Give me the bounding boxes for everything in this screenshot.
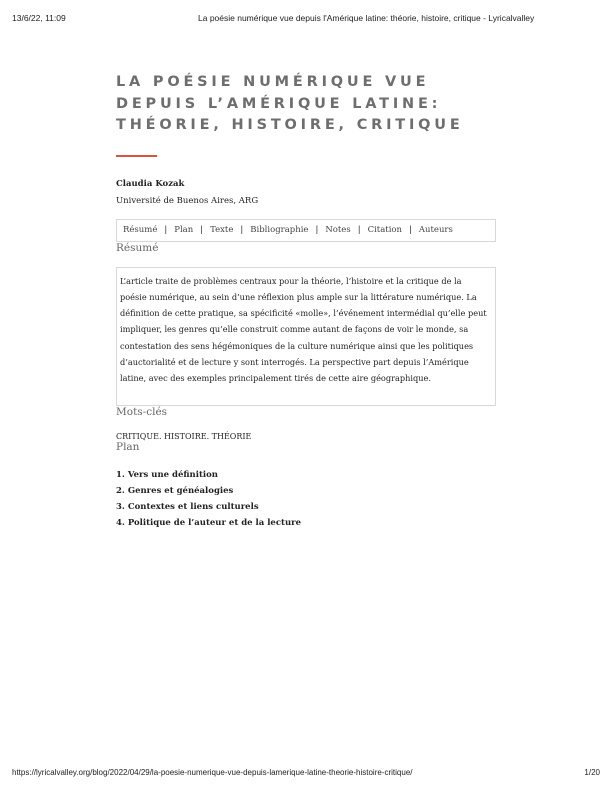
nav-separator: |: [240, 225, 244, 235]
plan-item[interactable]: 1. Vers une définition: [116, 469, 218, 480]
abstract-text: L’article traite de problèmes centraux pour la théorie, l’histoire et la critique de la poésie numérique, au sein d’une réflexion plus ample sur la littérature numérique. La définition de cette pratique, sa spécificité «molle», l’événement intermédial qu’elle peut impliquer, les genres qu’elle construit comme autant de façons de voir le monde, sa contestation des sens hégémoniques de la culture numérique ainsi que les politiques d’auctorialité et de lecture y sont interrogés. La perspective part depuis l’Amérique latine, avec des exemples principalement tirés de cette aire géographique.: [116, 267, 496, 406]
article-title: LA POÉSIE NUMÉRIQUE VUE DEPUIS L’AMÉRIQUE LATINE: THÉORIE, HISTOIRE, CRITIQUE: [116, 74, 464, 133]
print-url: https://lyricalvalley.org/blog/2022/04/29/la-poesie-numerique-vue-depuis-lamerique-latine-theorie-histoire-critique/: [12, 768, 413, 777]
author-affiliation: Université de Buenos Aires, ARG: [116, 195, 259, 206]
plan-heading: Plan: [116, 440, 140, 453]
nav-link-auteurs[interactable]: Auteurs: [418, 225, 453, 235]
plan-item[interactable]: 4. Politique de l’auteur et de la lecture: [116, 517, 302, 528]
plan-item[interactable]: 2. Genres et généalogies: [116, 485, 234, 496]
nav-link-texte[interactable]: Texte: [210, 225, 234, 235]
nav-separator: |: [200, 225, 204, 235]
nav-separator: |: [315, 225, 319, 235]
plan-item[interactable]: 3. Contextes et liens culturels: [116, 501, 259, 512]
nav-link-resume[interactable]: Résumé: [123, 225, 158, 235]
nav-separator: |: [164, 225, 168, 235]
keywords-list: CRITIQUE. HISTOIRE. THÉORIE: [116, 431, 252, 441]
page-number: 1/20: [584, 768, 600, 777]
nav-link-notes[interactable]: Notes: [325, 225, 351, 235]
article-content: [116, 72, 496, 531]
section-nav: [116, 219, 496, 242]
title-accent-rule: [116, 155, 157, 157]
nav-link-citation[interactable]: Citation: [367, 225, 403, 235]
nav-separator: |: [409, 225, 412, 235]
print-page-title: La poésie numérique vue depuis l'Amérique latine: théorie, histoire, critique - Lyricalvalley: [198, 13, 535, 23]
nav-separator: |: [357, 225, 361, 235]
nav-link-bibliographie[interactable]: Bibliographie: [250, 225, 309, 235]
author-name: Claudia Kozak: [116, 178, 185, 189]
keywords-heading: Mots-clés: [116, 405, 168, 418]
resume-heading: Résumé: [116, 241, 159, 254]
print-date: 13/6/22, 11:09: [12, 13, 66, 23]
nav-link-plan[interactable]: Plan: [174, 225, 194, 235]
plan-list: [116, 467, 496, 531]
